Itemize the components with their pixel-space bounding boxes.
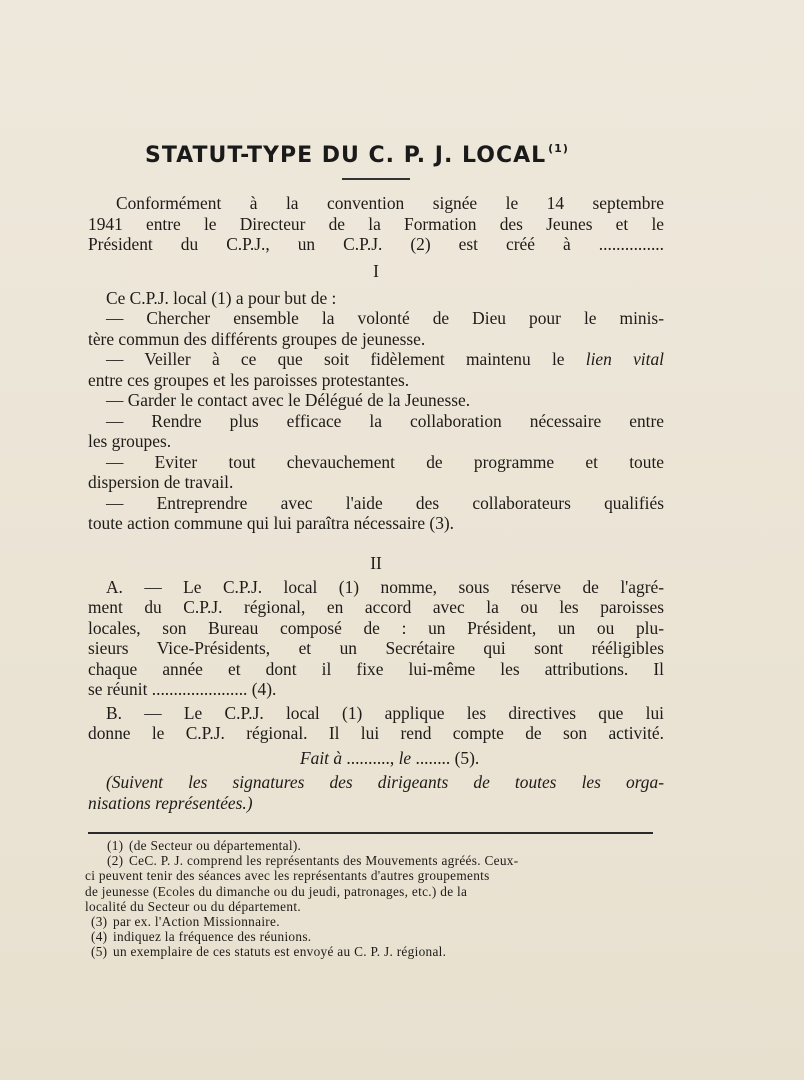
footnote-text: CeC. P. J. comprend les représentants des Mouvements agréés. Ceux- [129,853,519,869]
section1-line: — Eviter tout chevauchement de programme et toute [106,451,664,472]
footnote-number: (2) [107,853,124,869]
title-footnote-mark: (1) [548,142,569,155]
section-heading: II [370,553,382,573]
footnote-item [75,868,659,883]
intro-line: Président du C.P.J., un C.P.J. (2) est créé à ............... [88,234,664,254]
footnote-text: localité du Secteur ou du département. [85,898,301,914]
section1-line: entre ces groupes et les paroisses protestantes. [88,369,410,390]
section2-b-line: B. — Le C.P.J. local (1) applique les directives que lui [106,702,664,723]
footnote-text: par ex. l'Action Missionnaire. [113,913,280,929]
fait-a-label: Fait à [300,747,343,768]
date-label: le [398,747,412,768]
signatures-line: nisations représentées.) [88,792,253,813]
signatures-note [88,793,664,814]
place-dots: .........., [342,747,399,768]
section2-a-line: ment du C.P.J. régional, en accord avec la ou les paroisses [88,597,664,617]
place-date-line [88,748,664,769]
section1-line: tère commun des différents groupes de jeunesse. [88,328,426,349]
footnote-item [75,853,659,868]
intro-paragraph [88,193,664,255]
section1-line: — Entreprendre avec l'aide des collaborateurs qualifiés [106,492,664,513]
footnote-text: de jeunesse (Ecoles du dimanche ou du jeudi, patronages, etc.) de la [85,883,468,899]
footnote-item [75,929,659,944]
footnote-number: (5) [91,944,108,960]
signatures-note [88,772,664,793]
signatures-line: (Suivent les signatures des dirigeants de toutes les orga- [106,772,664,792]
footnote-number: (3) [91,913,108,929]
footnote-text: ci peuvent tenir des séances avec les représentants d'autres groupements [85,868,490,884]
section2-a-line: locales, son Bureau composé de : un Président, un ou plu- [88,617,664,638]
title-underline [342,178,410,180]
date-dots: ........ (5). [411,747,480,768]
footnote-number: (1) [107,838,124,853]
footnote-text: (de Secteur ou départemental). [129,838,302,853]
footnote-text: indiquez la fréquence des réunions. [113,929,312,945]
section2-a-line: se réunit ...................... (4). [88,679,277,699]
section1-line: — Garder le contact avec le Délégué de la Jeunesse. [106,390,471,410]
footnotes [75,838,659,960]
footnote-item [75,899,659,914]
section2-b-line: donne le C.P.J. régional. Il lui rend compte de son activité. [88,723,664,743]
footnote-separator [88,832,653,834]
section2-a-line: A. — Le C.P.J. local (1) nomme, sous réserve de l'agré- [106,576,664,597]
italic-phrase: lien vital [585,349,664,369]
section1-line: dispersion de travail. [88,472,234,492]
document-title [145,142,665,168]
intro-line: 1941 entre le Directeur de la Formation des Jeunes et le [88,213,664,234]
footnote-item [75,838,659,853]
intro-line: Conformément à la convention signée le 14 septembre [116,193,664,213]
section1-line-with-italic [88,349,664,370]
section2-a-line: sieurs Vice-Présidents, et un Secrétaire qui sont rééligibles [88,638,664,658]
footnote-number: (4) [91,929,108,945]
section1-line: toute action commune qui lui paraîtra nécessaire (3). [88,513,455,533]
section1-line: les groupes. [88,431,172,451]
section2-a-line: chaque année et dont il fixe lui-même les attributions. Il [88,658,664,679]
section-2 [88,553,664,813]
section-heading: I [373,261,379,281]
footnote-item [75,914,659,929]
section-1 [88,261,664,534]
section1-line-part: — Veiller à ce que soit fidèlement maintenu le [106,349,586,369]
footnote-item [75,884,659,899]
footnote-item [75,944,659,959]
section1-line: — Chercher ensemble la volonté de Dieu pour le minis- [106,308,664,328]
section1-line: — Rendre plus efficace la collaboration nécessaire entre [106,410,664,431]
footnote-text: un exemplaire de ces statuts est envoyé au C. P. J. régional. [113,944,447,960]
title-text: STATUT-TYPE DU C. P. J. LOCAL [145,143,547,168]
section1-line: Ce C.P.J. local (1) a pour but de : [106,287,337,308]
